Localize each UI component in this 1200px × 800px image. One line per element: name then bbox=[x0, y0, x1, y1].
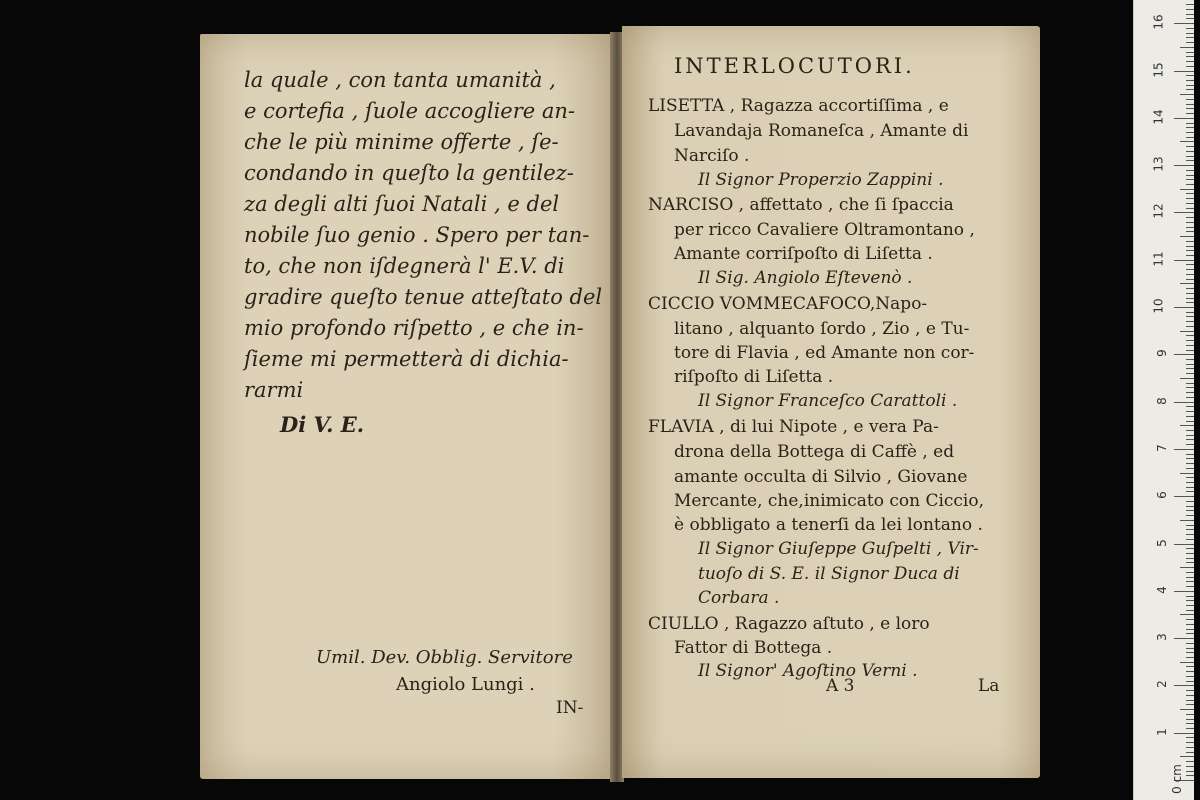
character-line: riſpoſto di Liſetta . bbox=[674, 367, 834, 387]
ruler-number: 7 bbox=[1155, 444, 1170, 452]
text-line: za degli alti ſuoi Natali , e del bbox=[244, 192, 560, 216]
ruler-tick bbox=[1186, 298, 1194, 299]
ruler-tick bbox=[1186, 184, 1194, 185]
text-line: rarmi bbox=[244, 378, 304, 402]
ruler-number: 1 bbox=[1155, 727, 1170, 736]
ruler-tick bbox=[1186, 737, 1194, 738]
ruler-tick bbox=[1186, 359, 1194, 360]
ruler-tick bbox=[1186, 293, 1194, 294]
ruler-tick bbox=[1174, 449, 1194, 450]
performer-line: Il Signor Giuſeppe Guſpelti , Vir- bbox=[698, 539, 979, 559]
ruler-tick bbox=[1186, 75, 1194, 76]
ruler-tick bbox=[1186, 742, 1194, 743]
ruler-tick bbox=[1186, 80, 1194, 81]
character-line: amante occulta di Silvio , Giovane bbox=[674, 467, 968, 487]
ruler-tick bbox=[1180, 425, 1194, 426]
ruler-tick bbox=[1186, 439, 1194, 440]
left-page bbox=[200, 34, 614, 779]
ruler-tick bbox=[1186, 156, 1194, 157]
ruler-tick bbox=[1186, 241, 1194, 242]
ruler-tick bbox=[1186, 52, 1194, 53]
ruler-tick bbox=[1186, 605, 1194, 606]
ruler-tick bbox=[1186, 85, 1194, 86]
text-line: nobile ſuo genio . Spero per tan- bbox=[244, 223, 590, 247]
ruler-tick bbox=[1186, 435, 1194, 436]
ruler-tick bbox=[1186, 326, 1194, 327]
ruler-tick bbox=[1180, 567, 1194, 568]
ruler-number: 6 bbox=[1155, 491, 1170, 500]
performer-line: Corbara . bbox=[698, 588, 780, 608]
ruler-number: 12 bbox=[1151, 203, 1166, 220]
ruler-number: 4 bbox=[1155, 585, 1170, 594]
ruler-tick bbox=[1186, 104, 1194, 105]
character-line: Lavandaja Romaneſca , Amante di bbox=[674, 121, 969, 141]
ruler-tick bbox=[1186, 553, 1194, 554]
ruler-tick bbox=[1186, 387, 1194, 388]
ruler-tick bbox=[1186, 586, 1194, 587]
ruler-tick bbox=[1174, 71, 1194, 72]
ruler-tick bbox=[1186, 430, 1194, 431]
ruler-tick bbox=[1174, 23, 1194, 24]
text-line: mio profondo riſpetto , e che in- bbox=[244, 316, 584, 340]
ruler-tick bbox=[1186, 227, 1194, 228]
ruler-tick bbox=[1186, 208, 1194, 209]
ruler-tick bbox=[1186, 558, 1194, 559]
ruler-tick bbox=[1186, 747, 1194, 748]
ruler-tick bbox=[1186, 529, 1194, 530]
ruler-number: 15 bbox=[1151, 61, 1166, 78]
ruler-tick bbox=[1186, 56, 1194, 57]
ruler-tick bbox=[1174, 212, 1194, 213]
ruler-tick bbox=[1186, 89, 1194, 90]
ruler-tick bbox=[1186, 624, 1194, 625]
ruler-tick bbox=[1174, 307, 1194, 308]
ruler-tick bbox=[1186, 766, 1194, 767]
ruler-tick bbox=[1186, 468, 1194, 469]
ruler-number: 3 bbox=[1155, 633, 1170, 641]
character-line: litano , alquanto ſordo , Zio , e Tu- bbox=[674, 319, 970, 339]
ruler-tick bbox=[1186, 416, 1194, 417]
ruler-tick bbox=[1174, 118, 1194, 119]
ruler-tick bbox=[1186, 539, 1194, 540]
character-line: FLAVIA , di lui Nipote , e vera Pa- bbox=[648, 417, 939, 437]
ruler-tick bbox=[1186, 510, 1194, 511]
ruler-tick bbox=[1174, 354, 1194, 355]
character-line: Fattor di Bottega . bbox=[674, 638, 833, 658]
ruler-number: 2 bbox=[1155, 680, 1170, 689]
ruler-tick bbox=[1186, 246, 1194, 247]
open-book bbox=[196, 24, 1046, 786]
character-line: LISETTA , Ragazza accortiſſima , e bbox=[648, 96, 949, 116]
ruler-tick bbox=[1186, 577, 1194, 578]
character-line: è obbligato a tenerſi da lei lontano . bbox=[674, 515, 983, 535]
ruler-number: 11 bbox=[1151, 251, 1166, 267]
ruler-tick bbox=[1186, 487, 1194, 488]
ruler-tick bbox=[1186, 648, 1194, 649]
ruler-tick bbox=[1180, 189, 1194, 190]
ruler-tick bbox=[1186, 170, 1194, 171]
ruler-tick bbox=[1186, 548, 1194, 549]
ruler-tick bbox=[1186, 160, 1194, 161]
ruler-tick bbox=[1186, 444, 1194, 445]
ruler-tick bbox=[1186, 491, 1194, 492]
ruler-tick bbox=[1186, 610, 1194, 611]
ruler-number: 9 bbox=[1155, 349, 1170, 358]
ruler-tick bbox=[1180, 283, 1194, 284]
ruler-tick bbox=[1186, 771, 1194, 772]
ruler-tick bbox=[1186, 321, 1194, 322]
ruler-tick bbox=[1186, 482, 1194, 483]
ruler-tick bbox=[1186, 137, 1194, 138]
ruler-tick bbox=[1186, 269, 1194, 270]
ruler-number: 16 bbox=[1151, 14, 1166, 30]
ruler-tick bbox=[1186, 392, 1194, 393]
ruler-number: 10 bbox=[1151, 298, 1166, 314]
ruler-tick bbox=[1180, 662, 1194, 663]
ruler-tick bbox=[1186, 264, 1194, 265]
ruler-tick bbox=[1174, 402, 1194, 403]
ruler-tick bbox=[1186, 501, 1194, 502]
ruler-tick bbox=[1186, 217, 1194, 218]
ruler-tick bbox=[1174, 260, 1194, 261]
ruler-tick bbox=[1186, 18, 1194, 19]
ruler-tick bbox=[1186, 633, 1194, 634]
ruler-tick bbox=[1186, 454, 1194, 455]
ruler-tick bbox=[1186, 9, 1194, 10]
ruler-tick bbox=[1186, 203, 1194, 204]
ruler-tick bbox=[1180, 94, 1194, 95]
ruler-tick bbox=[1186, 752, 1194, 753]
ruler-tick bbox=[1186, 652, 1194, 653]
text-line: ſieme mi permetterà di dichia- bbox=[244, 347, 569, 371]
ruler-tick bbox=[1186, 42, 1194, 43]
signature-name: Angiolo Lungi . bbox=[396, 674, 535, 695]
ruler-tick bbox=[1186, 193, 1194, 194]
ruler-tick bbox=[1186, 458, 1194, 459]
ruler-tick bbox=[1180, 709, 1194, 710]
ruler-tick bbox=[1186, 681, 1194, 682]
ruler-tick bbox=[1180, 378, 1194, 379]
ruler-tick bbox=[1186, 719, 1194, 720]
catchword: La bbox=[978, 676, 1000, 696]
text-line: la quale , con tanta umanità , bbox=[244, 68, 556, 92]
ruler-tick bbox=[1186, 288, 1194, 289]
signature-line: Umil. Dev. Obblig. Servitore bbox=[316, 647, 573, 668]
ruler-tick bbox=[1186, 657, 1194, 658]
ruler-tick bbox=[1180, 236, 1194, 237]
ruler-tick bbox=[1186, 66, 1194, 67]
ruler-tick bbox=[1186, 4, 1194, 5]
text-line: e cortefia , ſuole accogliere an- bbox=[244, 99, 575, 123]
ruler-tick bbox=[1186, 179, 1194, 180]
ruler-tick bbox=[1186, 596, 1194, 597]
ruler-tick bbox=[1186, 340, 1194, 341]
ruler-tick bbox=[1186, 28, 1194, 29]
ruler-tick bbox=[1186, 108, 1194, 109]
ruler-number: 8 bbox=[1155, 396, 1170, 405]
text-line: gradire queſto tenue atteſtato del bbox=[244, 285, 603, 309]
ruler-tick bbox=[1186, 700, 1194, 701]
ruler-tick bbox=[1186, 198, 1194, 199]
ruler-tick bbox=[1186, 350, 1194, 351]
ruler-tick bbox=[1186, 534, 1194, 535]
ruler-tick bbox=[1186, 695, 1194, 696]
character-line: per ricco Cavaliere Oltramontano , bbox=[674, 220, 975, 240]
ruler-tick bbox=[1174, 496, 1194, 497]
performer-line: Il Signor Franceſco Carattoli . bbox=[698, 391, 958, 411]
character-line: CICCIO VOMMECAFOCO,Napo- bbox=[648, 294, 928, 314]
ruler-tick bbox=[1186, 671, 1194, 672]
performer-line: tuoſo di S. E. il Signor Duca di bbox=[698, 564, 960, 584]
ruler-tick bbox=[1186, 676, 1194, 677]
performer-line: Il Signor Properzio Zappini . bbox=[698, 170, 944, 190]
ruler-tick bbox=[1186, 421, 1194, 422]
ruler-tick bbox=[1186, 364, 1194, 365]
ruler-tick bbox=[1186, 525, 1194, 526]
ruler-tick bbox=[1186, 373, 1194, 374]
character-line: NARCISO , affettato , che ſi ſpaccia bbox=[648, 195, 954, 215]
ruler-tick bbox=[1186, 132, 1194, 133]
text-line: che le più minime offerte , ſe- bbox=[244, 130, 559, 154]
ruler-tick bbox=[1186, 312, 1194, 313]
ruler-tick bbox=[1180, 331, 1194, 332]
ruler-number: 14 bbox=[1151, 109, 1166, 125]
ruler-tick bbox=[1186, 302, 1194, 303]
ruler-tick bbox=[1186, 775, 1194, 776]
ruler-tick bbox=[1180, 473, 1194, 474]
ruler-tick bbox=[1186, 723, 1194, 724]
ruler-tick bbox=[1186, 761, 1194, 762]
ruler-tick bbox=[1186, 619, 1194, 620]
ruler-tick bbox=[1186, 368, 1194, 369]
ruler-tick bbox=[1186, 643, 1194, 644]
ruler-tick bbox=[1186, 629, 1194, 630]
ruler-tick bbox=[1186, 345, 1194, 346]
ruler-tick bbox=[1186, 666, 1194, 667]
ruler-tick bbox=[1174, 638, 1194, 639]
ruler-tick bbox=[1174, 591, 1194, 592]
performer-line: Il Sig. Angiolo Eſtevenò . bbox=[698, 268, 913, 288]
closing-formula: Di V. E. bbox=[280, 412, 365, 437]
ruler-tick bbox=[1186, 690, 1194, 691]
character-line: Mercante, che,inimicato con Ciccio, bbox=[674, 491, 985, 511]
character-line: CIULLO , Ragazzo aſtuto , e loro bbox=[648, 614, 930, 634]
ruler-tick bbox=[1186, 581, 1194, 582]
right-page bbox=[622, 26, 1040, 778]
ruler-number: 13 bbox=[1151, 156, 1166, 172]
ruler-tick bbox=[1180, 756, 1194, 757]
ruler-tick bbox=[1186, 506, 1194, 507]
performer-line: Il Signor' Agoſtino Verni . bbox=[698, 661, 918, 681]
ruler-tick bbox=[1180, 520, 1194, 521]
ruler-tick bbox=[1186, 397, 1194, 398]
ruler-tick bbox=[1174, 685, 1194, 686]
signature-mark: A 3 bbox=[826, 676, 855, 696]
measurement-ruler bbox=[1133, 0, 1194, 800]
ruler-tick bbox=[1186, 175, 1194, 176]
ruler-tick bbox=[1186, 274, 1194, 275]
ruler-tick bbox=[1186, 33, 1194, 34]
ruler-tick bbox=[1186, 477, 1194, 478]
ruler-tick bbox=[1186, 146, 1194, 147]
text-line: to, che non iſdegnerà l' E.V. di bbox=[244, 254, 565, 278]
ruler-tick bbox=[1186, 127, 1194, 128]
ruler-tick bbox=[1186, 562, 1194, 563]
catchword: IN- bbox=[556, 698, 584, 718]
ruler-tick bbox=[1174, 544, 1194, 545]
text-line: condando in queſto la gentilez- bbox=[244, 161, 574, 185]
ruler-tick bbox=[1186, 572, 1194, 573]
ruler-tick bbox=[1186, 151, 1194, 152]
ruler-tick bbox=[1186, 406, 1194, 407]
ruler-tick bbox=[1180, 141, 1194, 142]
ruler-tick bbox=[1186, 704, 1194, 705]
ruler-tick bbox=[1186, 383, 1194, 384]
character-line: drona della Bottega di Caffè , ed bbox=[674, 442, 955, 462]
ruler-tick bbox=[1186, 714, 1194, 715]
character-line: Amante corriſpoſto di Liſetta . bbox=[674, 244, 933, 264]
ruler-tick bbox=[1186, 728, 1194, 729]
character-line: tore di Flavia , ed Amante non cor- bbox=[674, 343, 975, 363]
ruler-number: 5 bbox=[1155, 538, 1170, 547]
ruler-tick bbox=[1186, 250, 1194, 251]
ruler-tick bbox=[1186, 113, 1194, 114]
ruler-tick bbox=[1174, 733, 1194, 734]
ruler-tick bbox=[1186, 515, 1194, 516]
ruler-tick bbox=[1186, 411, 1194, 412]
ruler-tick bbox=[1186, 231, 1194, 232]
ruler-tick bbox=[1186, 61, 1194, 62]
ruler-tick bbox=[1186, 37, 1194, 38]
page-heading: INTERLOCUTORI. bbox=[674, 54, 915, 78]
ruler-tick bbox=[1186, 316, 1194, 317]
character-line: Narciſo . bbox=[674, 146, 750, 166]
ruler-tick bbox=[1180, 614, 1194, 615]
ruler-tick bbox=[1186, 279, 1194, 280]
ruler-tick bbox=[1186, 463, 1194, 464]
ruler-tick bbox=[1186, 123, 1194, 124]
ruler-tick bbox=[1174, 165, 1194, 166]
ruler-tick bbox=[1180, 47, 1194, 48]
ruler-tick bbox=[1186, 99, 1194, 100]
ruler-tick bbox=[1186, 600, 1194, 601]
ruler-number: 0 cm bbox=[1170, 764, 1185, 794]
ruler-tick bbox=[1186, 14, 1194, 15]
ruler-tick bbox=[1186, 255, 1194, 256]
ruler-tick bbox=[1186, 335, 1194, 336]
ruler-tick bbox=[1186, 222, 1194, 223]
